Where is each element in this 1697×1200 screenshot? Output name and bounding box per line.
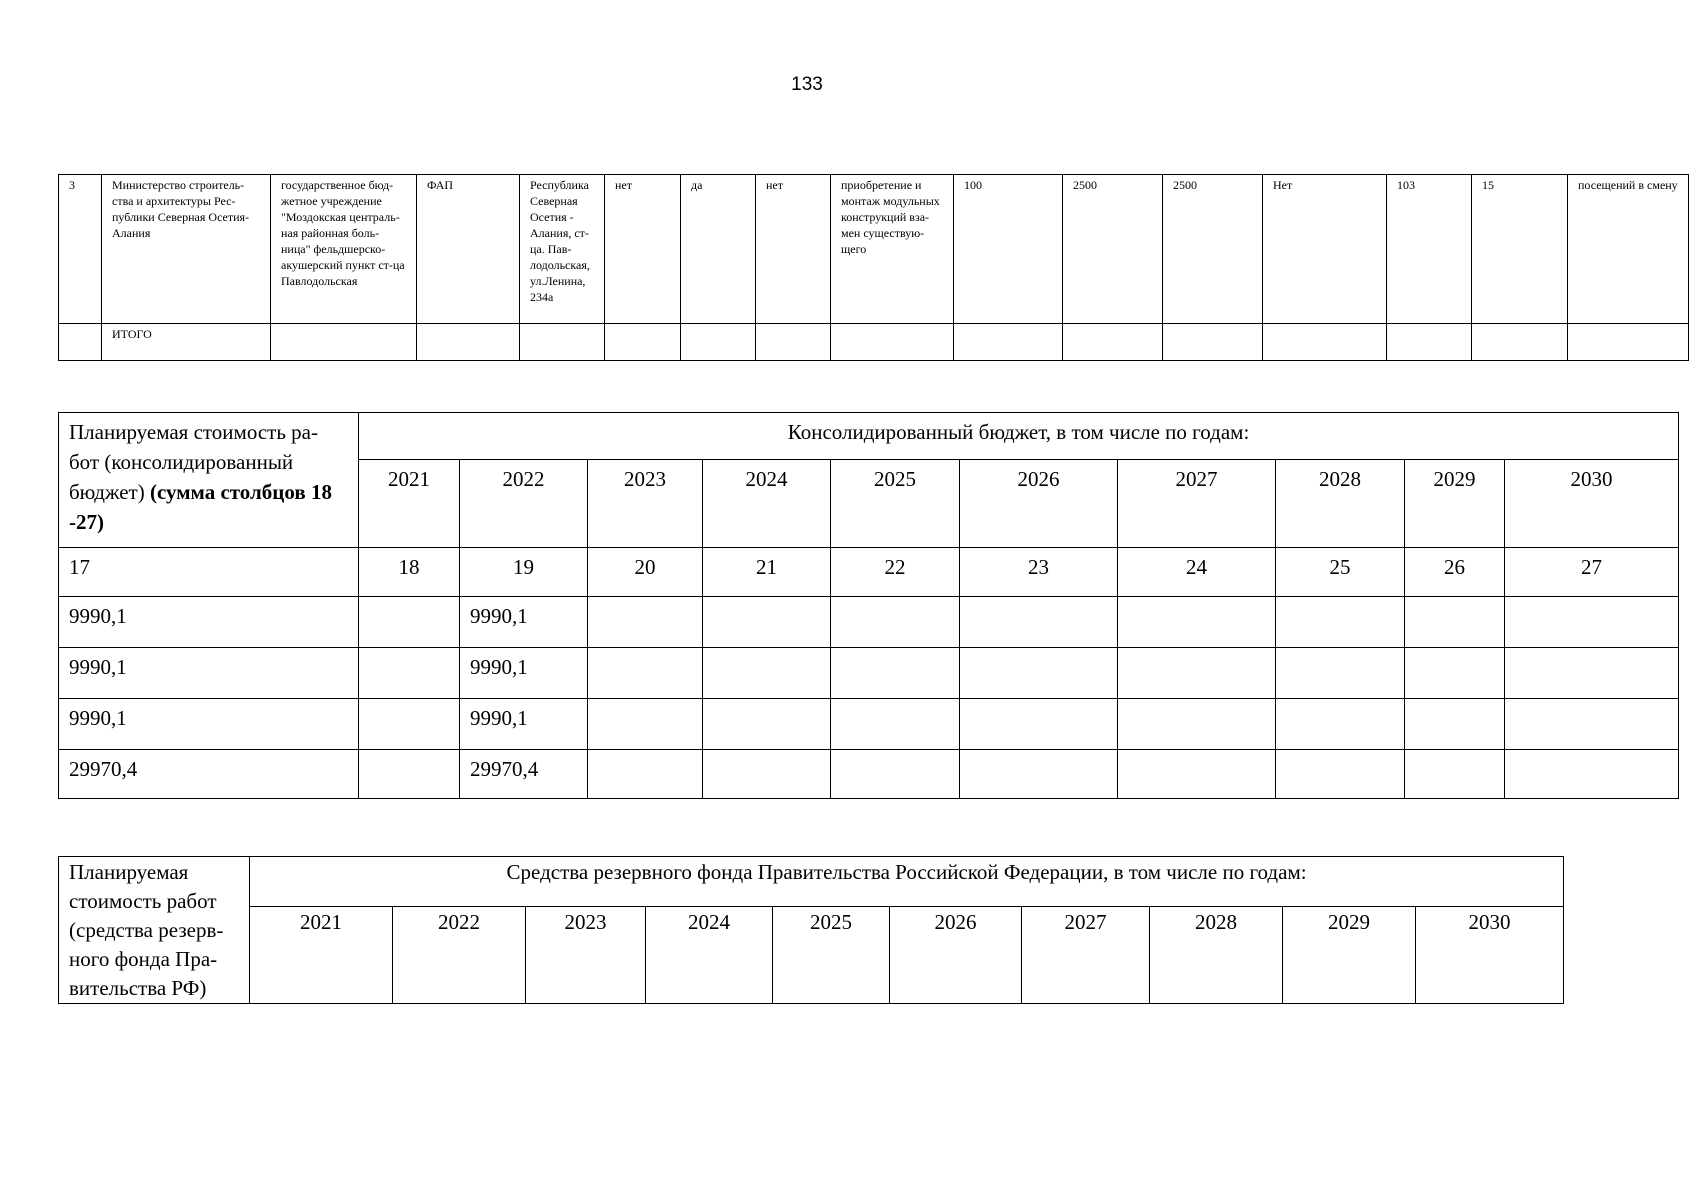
year-header: 2028	[1276, 460, 1405, 548]
table-cell: нет	[756, 175, 831, 324]
year-header: 2021	[250, 906, 393, 1003]
table-cell	[756, 324, 831, 361]
year-header: 2023	[526, 906, 646, 1003]
table-cell	[1276, 750, 1405, 799]
table-row	[59, 597, 1679, 648]
table-cell: Нет	[1263, 175, 1387, 324]
table-cell	[1276, 648, 1405, 699]
table-cell	[1387, 324, 1472, 361]
reserve-fund-table	[58, 856, 1564, 1004]
planned-cost-header-bold: (сумма столбцов 18 -27)	[69, 480, 332, 534]
table-cell	[960, 699, 1118, 750]
total-cell: 9990,1	[59, 699, 359, 750]
year-header: 2022	[460, 460, 588, 548]
year-header: 2027	[1022, 906, 1150, 1003]
total-row	[59, 324, 1689, 361]
table-cell: да	[681, 175, 756, 324]
table-cell	[703, 750, 831, 799]
year-header: 2030	[1505, 460, 1679, 548]
year-2022-cell: 9990,1	[460, 648, 588, 699]
ministry-cell: Министерство строитель-ства и архитектуры Рес-публики Северная Осетия-Алания	[102, 175, 271, 324]
table-cell	[588, 750, 703, 799]
table-cell	[59, 324, 102, 361]
table-cell	[831, 750, 960, 799]
year-header: 2025	[831, 460, 960, 548]
objects-table	[58, 174, 1689, 361]
header-row	[59, 413, 1679, 460]
years-row	[59, 906, 1564, 1003]
table-cell: 2500	[1163, 175, 1263, 324]
total-cell: 9990,1	[59, 648, 359, 699]
year-header: 2029	[1283, 906, 1416, 1003]
year-header: 2028	[1150, 906, 1283, 1003]
table-cell	[1505, 699, 1679, 750]
table-cell: 2500	[1063, 175, 1163, 324]
table-cell	[1405, 597, 1505, 648]
reserve-fund-header: Средства резервного фонда Правительства Российской Федерации, в том числе по годам:	[250, 857, 1564, 907]
page-number: 133	[791, 74, 823, 95]
column-number: 27	[1505, 548, 1679, 597]
column-number: 20	[588, 548, 703, 597]
table-cell	[960, 597, 1118, 648]
table-cell: 100	[954, 175, 1063, 324]
header-row	[59, 857, 1564, 907]
table-cell	[1118, 750, 1276, 799]
year-header: 2026	[890, 906, 1022, 1003]
year-2022-cell: 9990,1	[460, 597, 588, 648]
year-header: 2022	[393, 906, 526, 1003]
year-header: 2029	[1405, 460, 1505, 548]
table-row	[59, 699, 1679, 750]
year-header: 2023	[588, 460, 703, 548]
total-cell: 29970,4	[59, 750, 359, 799]
column-number: 17	[59, 548, 359, 597]
table-cell	[831, 324, 954, 361]
consolidated-budget-table	[58, 412, 1679, 799]
planned-cost-header	[59, 413, 359, 548]
table-cell	[271, 324, 417, 361]
table-cell	[1472, 324, 1568, 361]
table-cell: 103	[1387, 175, 1472, 324]
table-cell	[1276, 597, 1405, 648]
year-2022-cell: 9990,1	[460, 699, 588, 750]
table-cell	[417, 324, 520, 361]
table-row	[59, 648, 1679, 699]
object-type-cell: ФАП	[417, 175, 520, 324]
planned-cost-header: Планируемая стоимость работ (средства резерв-ного фонда Пра-вительства РФ)	[59, 857, 250, 1004]
year-header: 2024	[646, 906, 773, 1003]
table-cell	[1118, 699, 1276, 750]
year-header: 2030	[1416, 906, 1564, 1003]
total-cell: 9990,1	[59, 597, 359, 648]
table-cell	[681, 324, 756, 361]
table-cell	[1118, 597, 1276, 648]
table-row	[59, 750, 1679, 799]
table-cell	[588, 648, 703, 699]
year-header: 2027	[1118, 460, 1276, 548]
table-cell	[831, 648, 960, 699]
column-number: 21	[703, 548, 831, 597]
column-number: 26	[1405, 548, 1505, 597]
year-header: 2025	[773, 906, 890, 1003]
institution-cell: государственное бюд-жетное учреждение "Моздокская централь-ная районная боль-ница" фельдшерско-акушерский пункт ст-ца Павлодольская	[271, 175, 417, 324]
table-cell	[1263, 324, 1387, 361]
table-cell	[1505, 750, 1679, 799]
table-cell	[831, 699, 960, 750]
column-number: 22	[831, 548, 960, 597]
table-cell	[831, 597, 960, 648]
column-number: 24	[1118, 548, 1276, 597]
table-cell	[520, 324, 605, 361]
table-cell	[1405, 750, 1505, 799]
table-cell	[960, 750, 1118, 799]
table-cell	[1063, 324, 1163, 361]
table-cell	[359, 699, 460, 750]
table-cell	[359, 648, 460, 699]
table-cell	[588, 699, 703, 750]
table-cell	[703, 597, 831, 648]
column-number: 18	[359, 548, 460, 597]
table-cell: посещений в смену	[1568, 175, 1689, 324]
row-number: 3	[59, 175, 102, 324]
table-cell	[703, 648, 831, 699]
year-header: 2024	[703, 460, 831, 548]
table-cell	[1276, 699, 1405, 750]
column-number: 23	[960, 548, 1118, 597]
table-cell	[954, 324, 1063, 361]
table-cell	[703, 699, 831, 750]
table-cell	[960, 648, 1118, 699]
table-cell	[1505, 648, 1679, 699]
year-header: 2021	[359, 460, 460, 548]
table-cell: 15	[1472, 175, 1568, 324]
column-number: 19	[460, 548, 588, 597]
table-cell	[588, 597, 703, 648]
table-cell	[359, 750, 460, 799]
work-type-cell: приобретение и монтаж модульных конструкций вза-мен существую-щего	[831, 175, 954, 324]
table-cell	[605, 324, 681, 361]
table-cell	[1505, 597, 1679, 648]
table-cell	[1118, 648, 1276, 699]
table-row	[59, 175, 1689, 324]
table-cell	[1163, 324, 1263, 361]
table-cell	[1568, 324, 1689, 361]
total-label: ИТОГО	[102, 324, 271, 361]
column-numbers-row	[59, 548, 1679, 597]
table-cell: нет	[605, 175, 681, 324]
column-number: 25	[1276, 548, 1405, 597]
year-2022-cell: 29970,4	[460, 750, 588, 799]
table-cell	[359, 597, 460, 648]
planned-cost-header-text: Планируемая стоимость ра-бот (консолидированный бюджет)	[69, 420, 318, 504]
table-cell	[1405, 648, 1505, 699]
table-cell	[1405, 699, 1505, 750]
address-cell: Республика Северная Осетия - Алания, ст-ца. Пав-лодольская, ул.Ленина, 234а	[520, 175, 605, 324]
year-header: 2026	[960, 460, 1118, 548]
consolidated-budget-header: Консолидированный бюджет, в том числе по годам:	[359, 413, 1679, 460]
